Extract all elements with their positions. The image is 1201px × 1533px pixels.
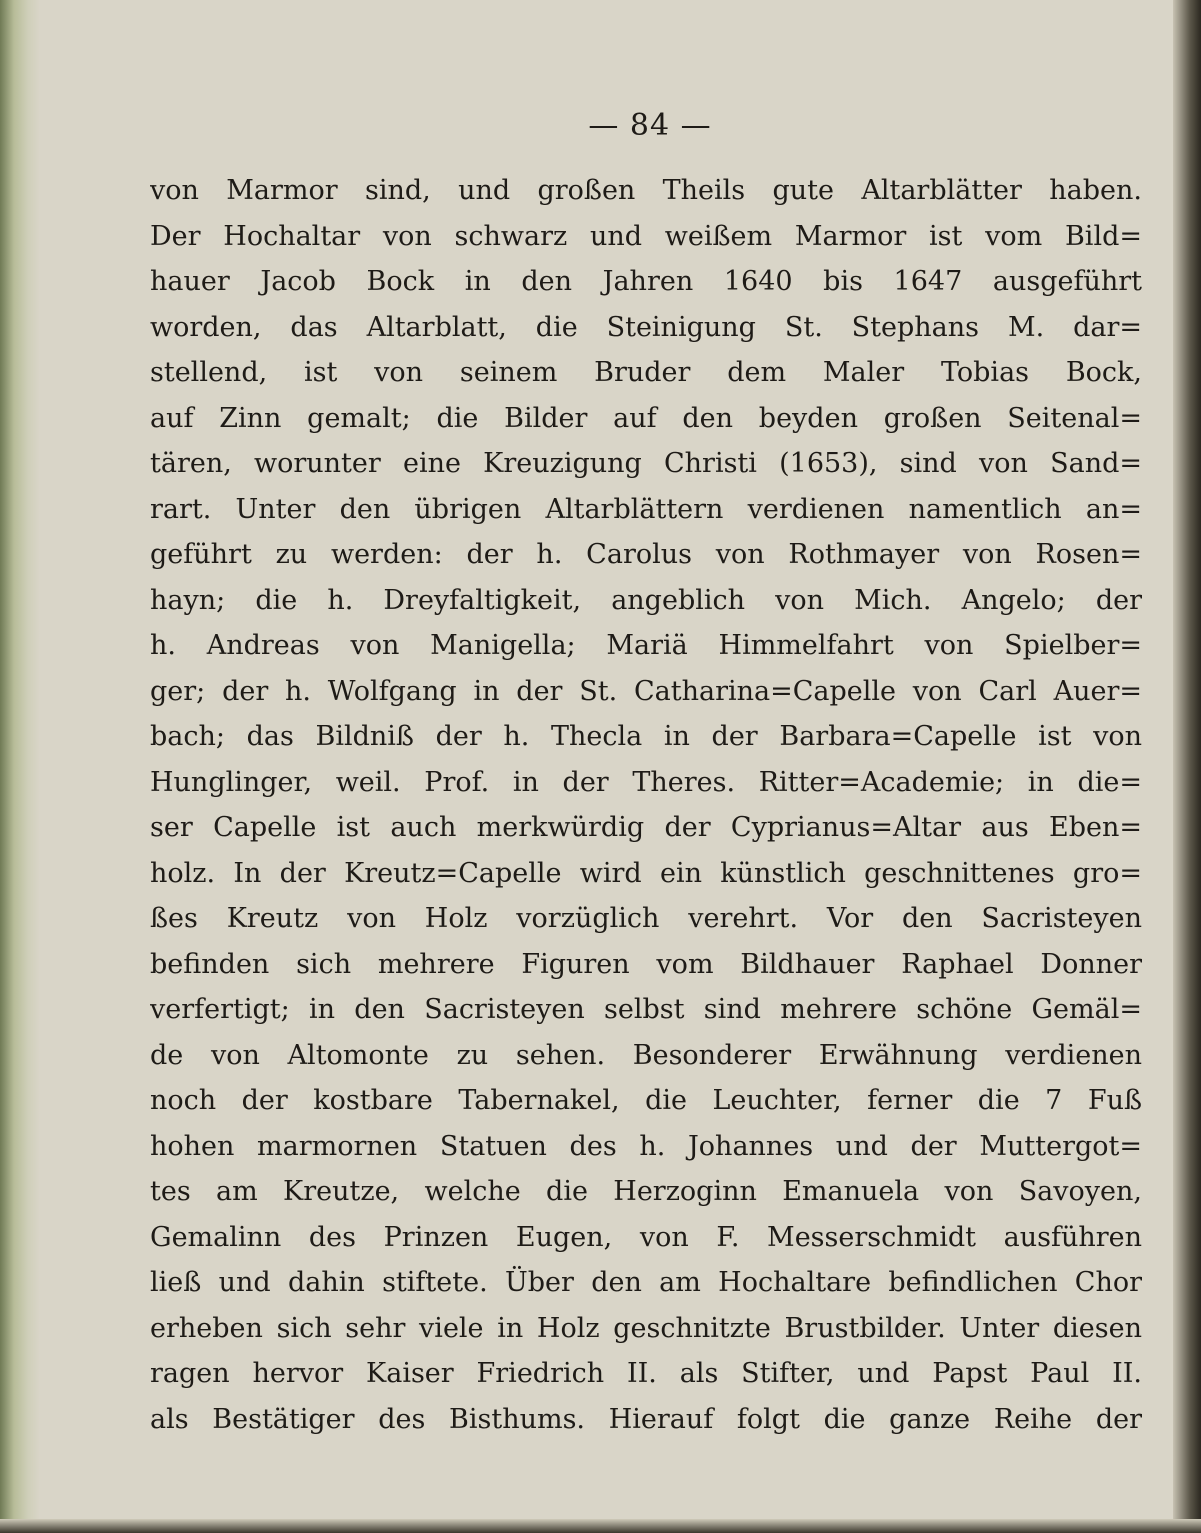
text-line: hayn; die h. Dreyfaltigkeit, angeblich von Mich. Angelo; der <box>150 584 1142 616</box>
text-line: Gemalinn des Prinzen Eugen, von F. Messerschmidt ausführen <box>150 1221 1142 1253</box>
text-line: verfertigt; in den Sacristeyen selbst sind mehrere schöne Gemäl= <box>150 994 1142 1025</box>
text-line: tes am Kreutze, welche die Herzoginn Emanuela von Savoyen, <box>150 1176 1142 1207</box>
page-bottom-edge <box>0 1519 1201 1533</box>
text-line: holz. In der Kreutz=Capelle wird ein künstlich geschnittenes gro= <box>150 857 1142 889</box>
text-line: hohen marmornen Statuen des h. Johannes und der Muttergot= <box>150 1130 1142 1162</box>
text-line: ragen hervor Kaiser Friedrich II. als Stifter, und Papst Paul II. <box>150 1358 1142 1389</box>
text-line: worden, das Altarblatt, die Steinigung St. Stephans M. dar= <box>150 311 1142 343</box>
text-line: de von Altomonte zu sehen. Besonderer Erwähnung verdienen <box>150 1039 1142 1071</box>
text-line: geführt zu werden: der h. Carolus von Rothmayer von Rosen= <box>150 539 1142 570</box>
text-line: h. Andreas von Manigella; Mariä Himmelfahrt von Spielber= <box>150 630 1142 661</box>
text-line: Der Hochaltar von schwarz und weißem Marmor ist vom Bild= <box>150 220 1142 252</box>
text-line: rart. Unter den übrigen Altarblättern verdienen namentlich an= <box>150 493 1142 525</box>
text-line: von Marmor sind, und großen Theils gute Altarblätter haben. <box>150 175 1142 206</box>
page-right-edge <box>1173 0 1201 1533</box>
text-line: ger; der h. Wolfgang in der St. Catharina=Capelle von Carl Auer= <box>150 675 1142 707</box>
text-line: Hunglinger, weil. Prof. in der Theres. Ritter=Academie; in die= <box>150 766 1142 798</box>
page-gutter <box>0 0 40 1533</box>
text-line: ließ und dahin stiftete. Über den am Hochaltare befindlichen Chor <box>150 1267 1142 1298</box>
text-line: stellend, ist von seinem Bruder dem Maler Tobias Bock, <box>150 357 1142 388</box>
text-line: auf Zinn gemalt; die Bilder auf den beyden großen Seitenal= <box>150 402 1142 434</box>
text-line: erheben sich sehr viele in Holz geschnitzte Brustbilder. Unter diesen <box>150 1312 1142 1344</box>
text-line: befinden sich mehrere Figuren vom Bildhauer Raphael Donner <box>150 948 1142 980</box>
text-line: ser Capelle ist auch merkwürdig der Cyprianus=Altar aus Eben= <box>150 812 1142 843</box>
body-text <box>150 168 1142 1442</box>
text-line: tären, worunter eine Kreuzigung Christi (1653), sind von Sand= <box>150 448 1142 479</box>
text-line: ßes Kreutz von Holz vorzüglich verehrt. Vor den Sacristeyen <box>150 903 1142 934</box>
text-line: bach; das Bildniß der h. Thecla in der Barbara=Capelle ist von <box>150 721 1142 752</box>
text-line: hauer Jacob Bock in den Jahren 1640 bis 1647 ausgeführt <box>150 266 1142 297</box>
text-line: noch der kostbare Tabernakel, die Leuchter, ferner die 7 Fuß <box>150 1085 1142 1116</box>
text-line: als Bestätiger des Bisthums. Hierauf folgt die ganze Reihe der <box>150 1403 1142 1435</box>
page-number: — 84 — <box>588 108 712 143</box>
